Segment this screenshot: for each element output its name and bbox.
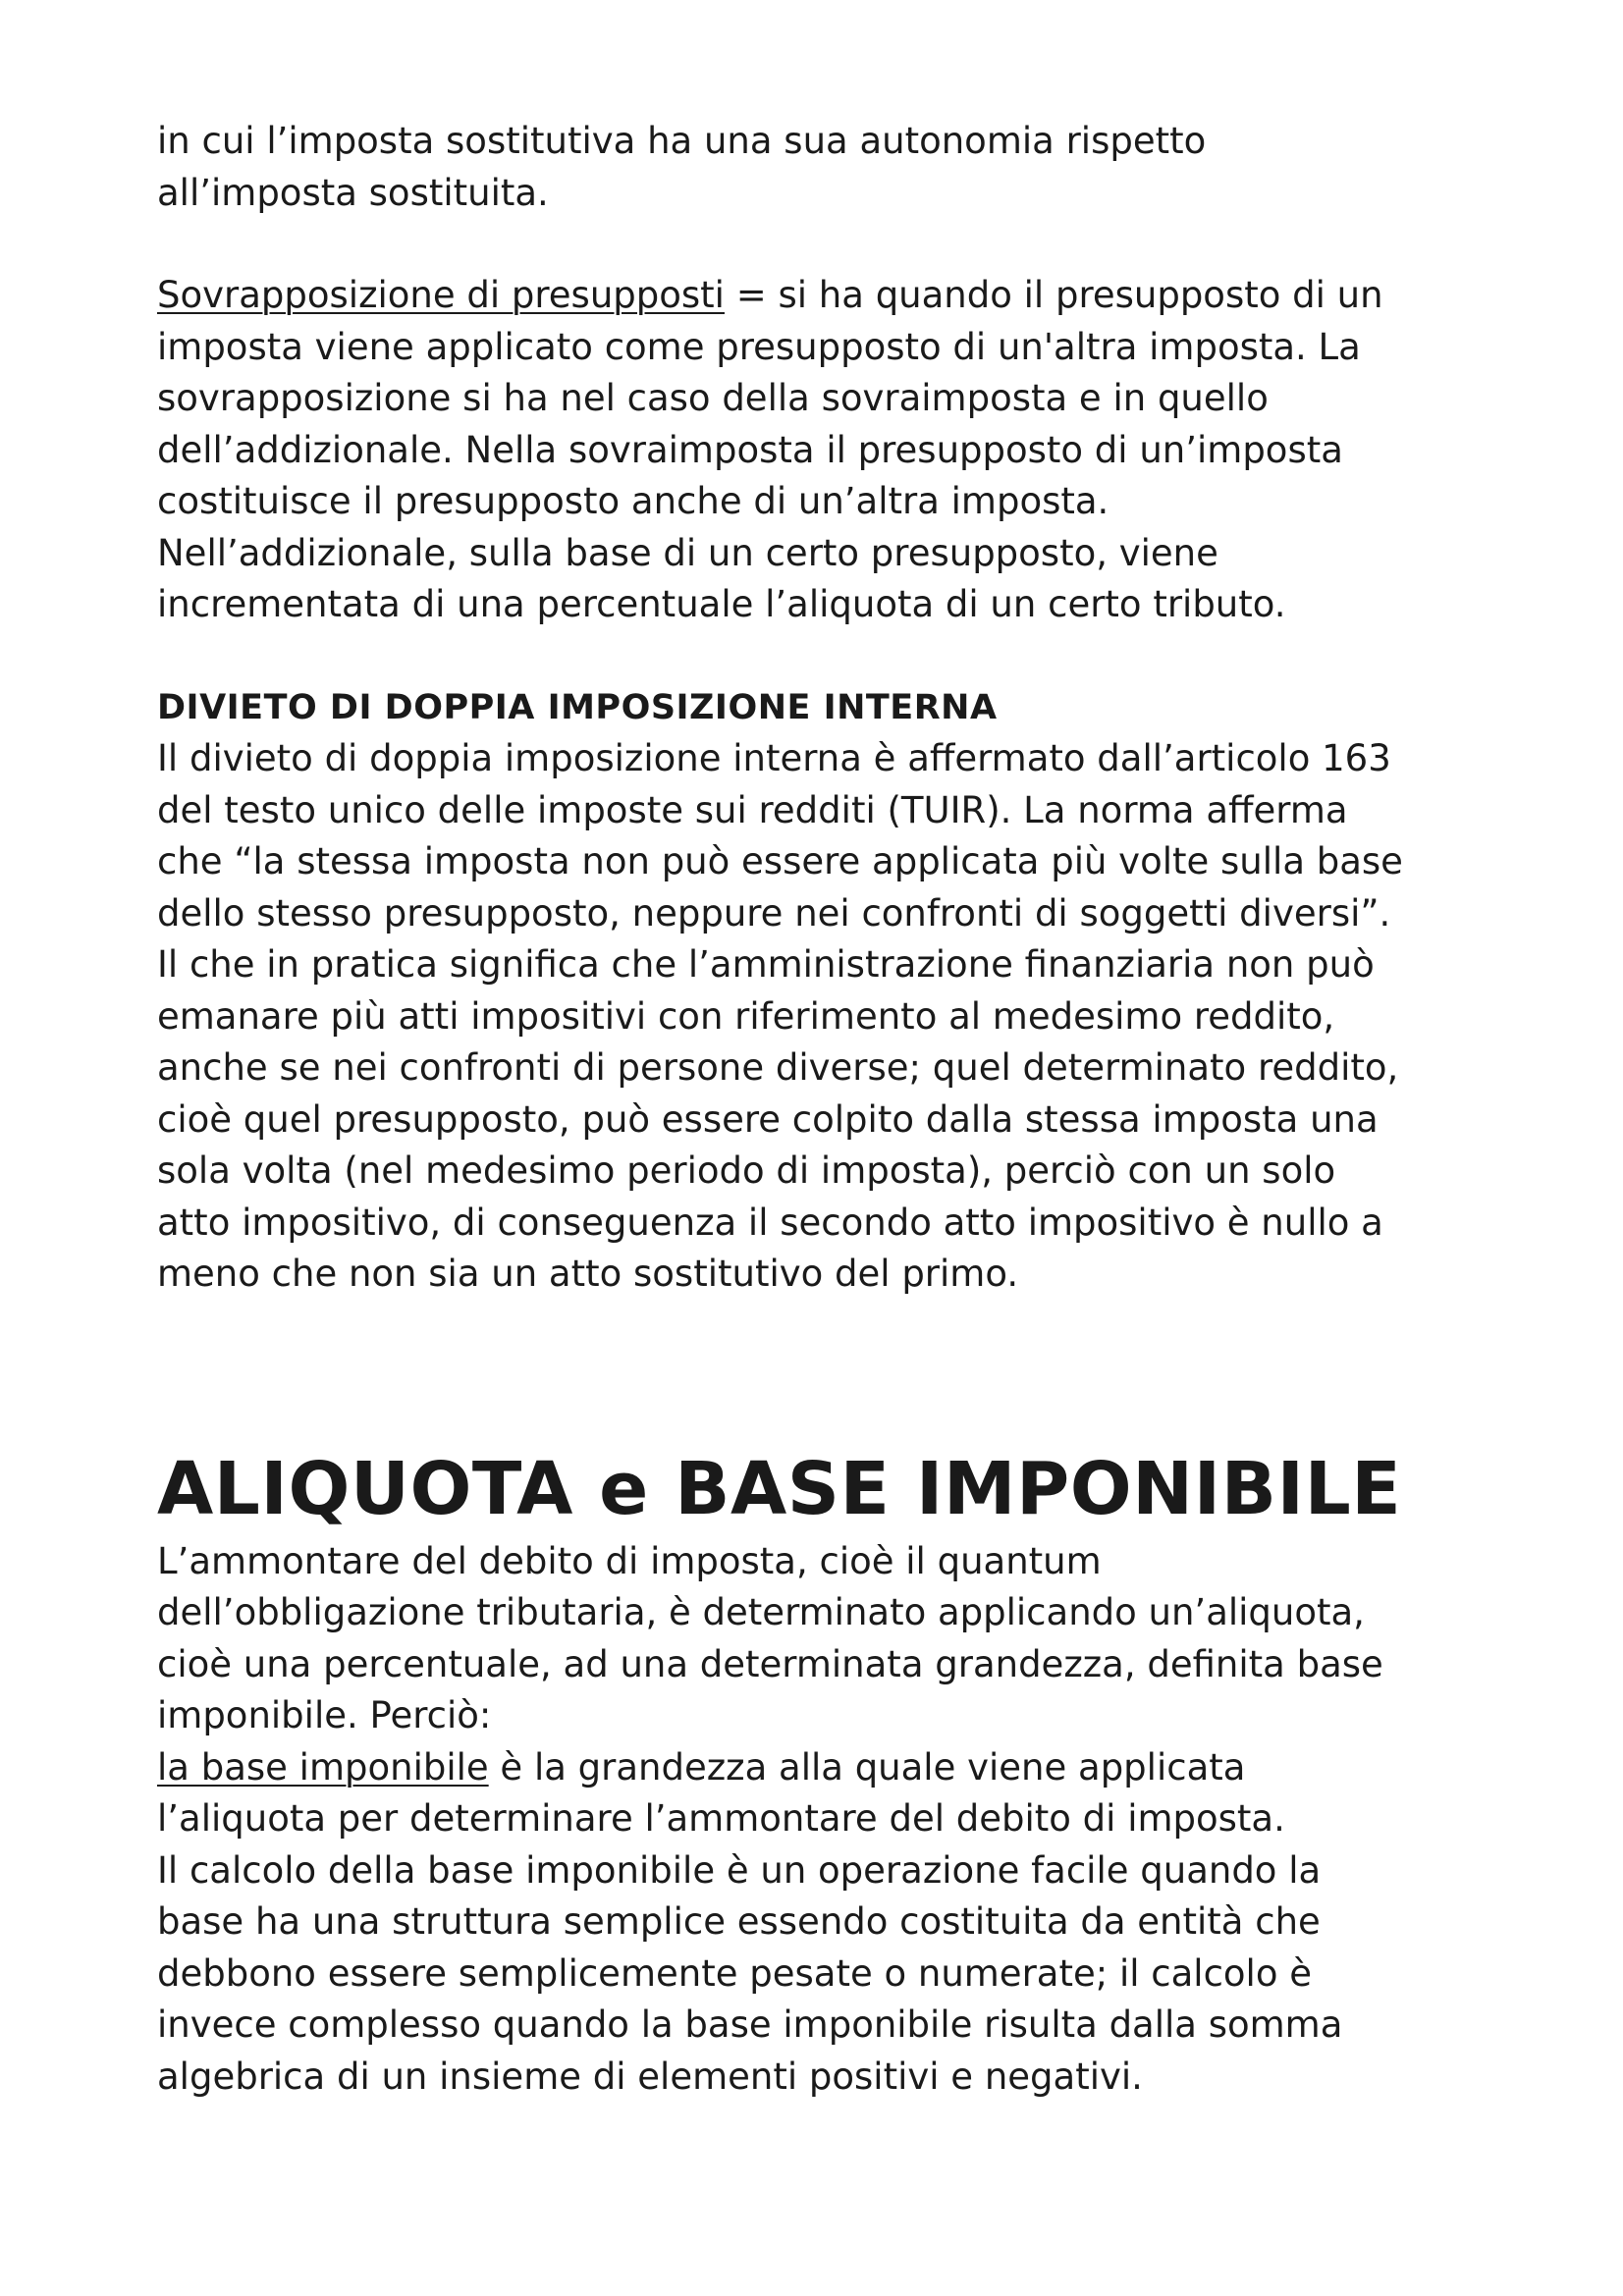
- paragraph-line: sola volta (nel medesimo periodo di imposta), perciò con un solo: [157, 1149, 1336, 1192]
- paragraph-line: che “la stessa imposta non può essere applicata più volte sulla base: [157, 840, 1403, 882]
- paragraph-line: dell’addizionale. Nella sovraimposta il presupposto di un’imposta: [157, 428, 1343, 471]
- paragraph-line: all’imposta sostituita.: [157, 171, 549, 214]
- paragraph-line: sovrapposizione si ha nel caso della sovraimposta e in quello: [157, 377, 1269, 419]
- paragraph-line: dello stesso presupposto, neppure nei confronti di soggetti diversi”.: [157, 891, 1391, 934]
- paragraph-line: anche se nei confronti di persone diverse; quel determinato reddito,: [157, 1046, 1399, 1089]
- sovrapposizione-first-line-rest: = si ha quando il presupposto di un: [724, 274, 1383, 316]
- paragraph-line: cioè quel presupposto, può essere colpito dalla stessa imposta una: [157, 1097, 1379, 1141]
- sovrapposizione-first-line: [157, 270, 1492, 322]
- paragraph-line: emanare più atti impositivi con riferimento al medesimo reddito,: [157, 994, 1335, 1038]
- document-page: [157, 116, 1492, 2103]
- paragraph-line: dell’obbligazione tributaria, è determinato applicando un’aliquota,: [157, 1591, 1365, 1633]
- paragraph-line: cioè una percentuale, ad una determinata grandezza, definita base: [157, 1642, 1383, 1685]
- paragraph-line: base ha una struttura semplice essendo costituita da entità che: [157, 1900, 1321, 1943]
- paragraph-line: del testo unico delle imposte sui redditi (TUIR). La norma afferma: [157, 788, 1348, 831]
- divieto-heading: DIVIETO DI DOPPIA IMPOSIZIONE INTERNA: [157, 687, 998, 727]
- paragraph-line: in cui l’imposta sostitutiva ha una sua autonomia rispetto: [157, 120, 1207, 162]
- base-imponibile-definition-line: [157, 1742, 1492, 1794]
- spacer: [157, 219, 1492, 270]
- spacer: [157, 631, 1492, 682]
- base-imponibile-term: la base imponibile: [157, 1745, 489, 1789]
- paragraph-line: costituisce il presupposto anche di un’altra imposta.: [157, 480, 1109, 522]
- paragraph-line: invece complesso quando la base imponibile risulta dalla somma: [157, 2003, 1343, 2046]
- paragraph-line: L’ammontare del debito di imposta, cioè il quantum: [157, 1539, 1102, 1582]
- paragraph-line: atto impositivo, di conseguenza il secondo atto impositivo è nullo a: [157, 1201, 1383, 1244]
- sovrapposizione-term: Sovrapposizione di presupposti: [157, 274, 725, 316]
- paragraph-line: algebrica di un insieme di elementi positivi e negativi.: [157, 2055, 1143, 2098]
- paragraph-line: Il divieto di doppia imposizione interna è affermato dall’articolo 163: [157, 737, 1391, 779]
- paragraph-line: l’aliquota per determinare l’ammontare del debito di imposta.: [157, 1797, 1285, 1840]
- paragraph-line: debbono essere semplicemente pesate o numerate; il calcolo è: [157, 1951, 1312, 1995]
- paragraph-line: incrementata di una percentuale l’aliquota di un certo tributo.: [157, 583, 1286, 625]
- spacer: [157, 1301, 1492, 1448]
- paragraph-line: meno che non sia un atto sostitutivo del primo.: [157, 1253, 1019, 1295]
- paragraph-line: imponibile. Perciò:: [157, 1694, 492, 1736]
- paragraph-line: Il calcolo della base imponibile è un operazione facile quando la: [157, 1848, 1322, 1892]
- paragraph-line: Il che in pratica significa che l’amministrazione finanziaria non può: [157, 943, 1375, 986]
- paragraph-line: imposta viene applicato come presupposto di un'altra imposta. La: [157, 325, 1361, 368]
- aliquota-heading: ALIQUOTA e BASE IMPONIBILE: [157, 1446, 1402, 1531]
- paragraph-line: Nell’addizionale, sulla base di un certo presupposto, viene: [157, 531, 1218, 574]
- base-imponibile-term-rest: è la grandezza alla quale viene applicata: [488, 1745, 1246, 1789]
